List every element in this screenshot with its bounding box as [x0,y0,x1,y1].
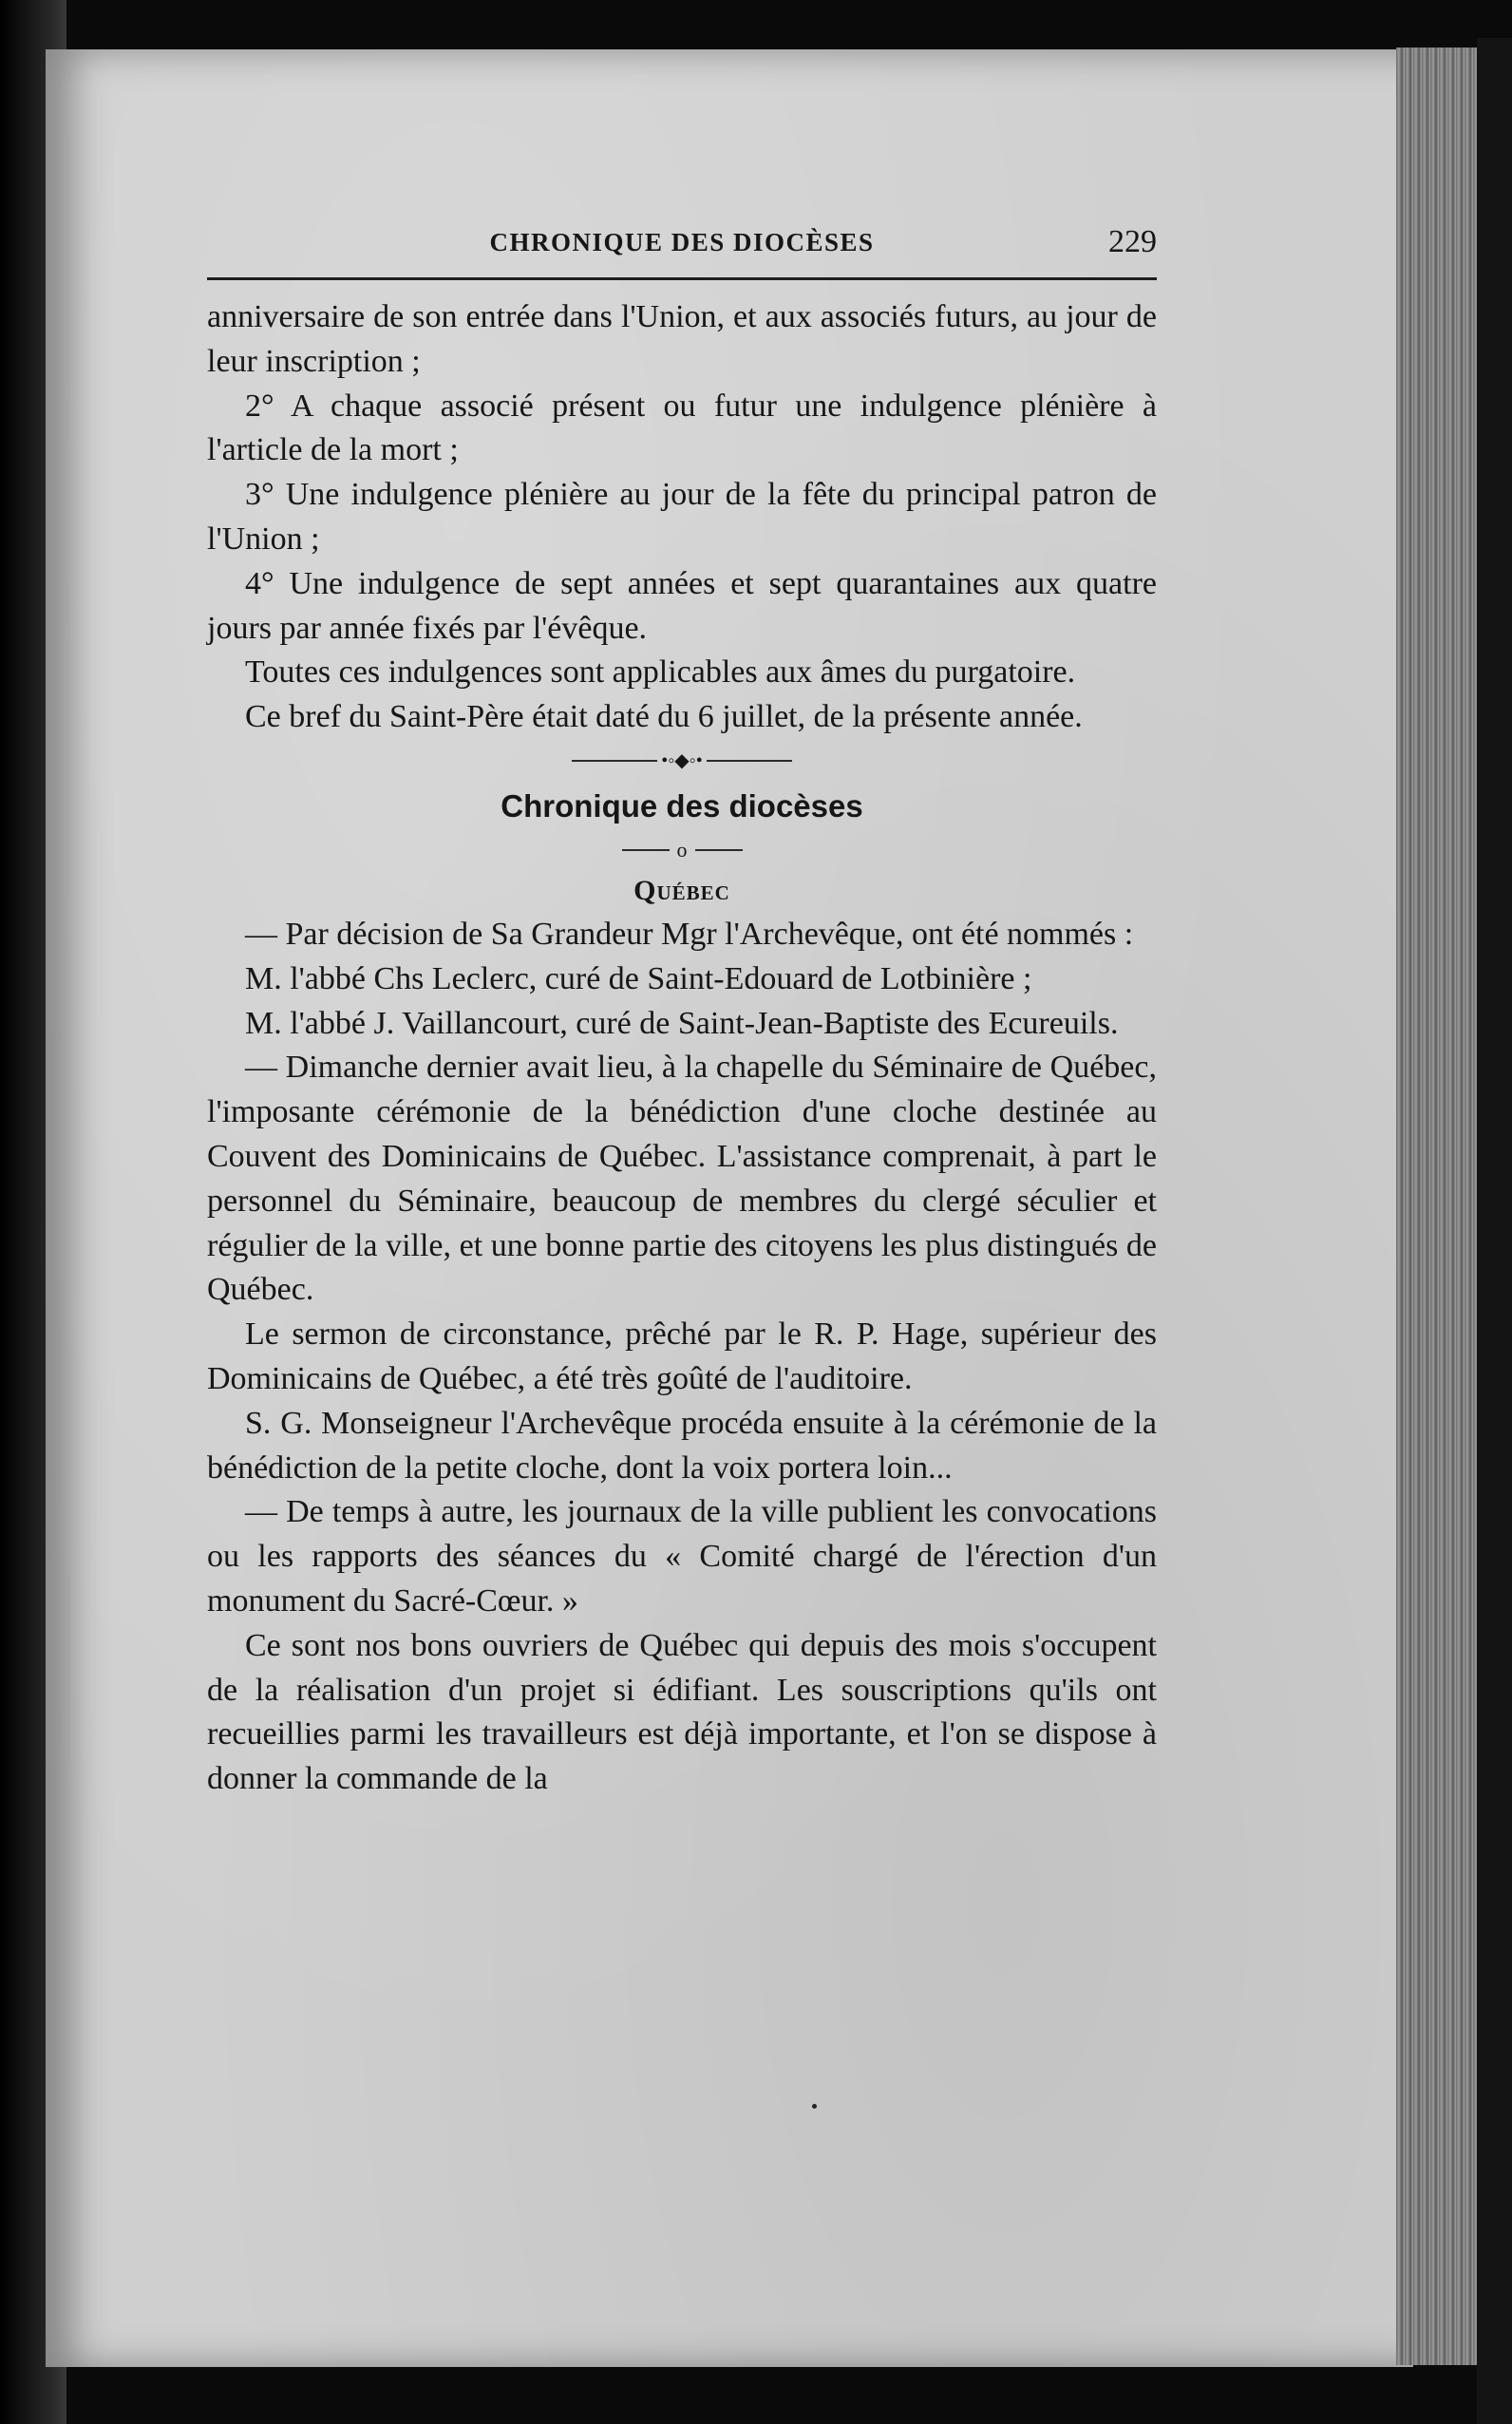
page-number: 229 [1108,224,1157,259]
page-edges [1396,47,1477,2365]
print-speck [812,2104,817,2109]
paragraph: Le sermon de circonstance, prêché par le R. P. Hage, supérieur des Dominicains de Québec, a été très goûté de l'auditoire. [207,1316,1157,1396]
paragraph: Ce bref du Saint-Père était daté du 6 juillet, de la présente année. [245,699,1083,735]
paragraph: 3° Une indulgence plénière au jour de la fête du principal patron de l'Union ; [207,477,1157,557]
ornament-line-left [572,760,657,762]
paragraph: — Dimanche dernier avait lieu, à la chapelle du Séminaire de Québec, l'imposante cérémonie de la bénédiction d'une cloche destinée au Couvent des Dominicains de Québec. L'assistance comprenait, à part le personnel du Séminaire, beaucoup de membres du clergé séculier et régulier de la ville, et une bonne partie des citoyens les plus distingués de Québec. [207,1050,1157,1308]
paragraph: — Par décision de Sa Grandeur Mgr l'Archevêque, ont été nommés : [245,916,1134,952]
divider-line-left [622,849,670,851]
divider-glyph: o [676,837,688,862]
text-block [207,220,1157,1802]
paragraph: S. G. Monseigneur l'Archevêque procéda ensuite à la cérémonie de la bénédiction de la petite cloche, dont la voix portera loin... [207,1405,1157,1486]
page-edges-shadow [1477,38,1512,2424]
section-heading: Chronique des diocèses [501,787,863,824]
running-title: CHRONIQUE DES DIOCÈSES [489,228,875,256]
section-subheading: Québec [633,874,730,906]
paragraph: Ce sont nos bons ouvriers de Québec qui depuis des mois s'occupent de la réalisation d'un projet si édifiant. Les souscriptions qu'ils ont recueillies parmi les travailleurs est déjà importante, et l'on se dispose à donner la commande de la [207,1627,1157,1797]
running-head [207,220,1157,280]
section-divider [207,831,1157,869]
paragraph: — De temps à autre, les journaux de la ville publient les convocations ou les rapports des séances du « Comité chargé de l'érection d'un monument du Sacré-Cœur. » [207,1494,1157,1619]
paragraph: 4° Une indulgence de sept années et sept quarantaines aux quatre jours par année fixés par l'évêque. [207,565,1157,646]
paragraph: Toutes ces indulgences sont applicables aux âmes du purgatoire. [245,654,1076,691]
paragraph: M. l'abbé J. Vaillancourt, curé de Saint-Jean-Baptiste des Ecureuils. [245,1005,1119,1041]
paragraph: M. l'abbé Chs Leclerc, curé de Saint-Edouard de Lotbinière ; [245,960,1032,996]
body-text [207,295,1157,1802]
ornament-glyph: •◦◆◦• [661,749,703,771]
ornament-line-right [707,760,792,762]
paragraph: 2° A chaque associé présent ou futur une indulgence plénière à l'article de la mort ; [207,388,1157,468]
paragraph: anniversaire de son entrée dans l'Union, et aux associés futurs, au jour de leur inscription ; [207,299,1157,379]
divider-line-right [695,849,743,851]
ornament-divider [207,740,1157,782]
